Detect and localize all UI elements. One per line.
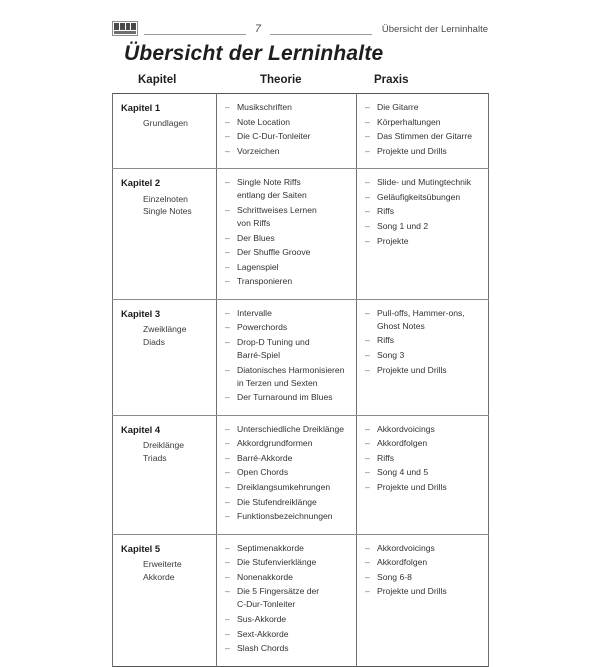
list-item: – Projekte und Drills <box>365 585 482 598</box>
chapter-cell <box>113 169 217 300</box>
chapter-subtitle: Akkorde <box>143 571 175 582</box>
chapter-subtitle: Diads <box>143 336 165 347</box>
page-title: Übersicht der Lerninhalte <box>124 42 384 65</box>
list-item: – Slash Chords <box>225 642 350 655</box>
list-item: – Musikschriften <box>225 101 350 114</box>
chapter-subtitle: Einzelnoten <box>143 193 188 204</box>
topic-list <box>365 542 482 599</box>
chapter-title: Kapitel 2 <box>121 177 161 189</box>
chapter-title: Kapitel 4 <box>121 423 161 435</box>
chapter-cell <box>113 299 217 415</box>
list-item: – Projekte <box>365 235 482 248</box>
column-header-theorie: Theorie <box>260 74 302 86</box>
list-item: – Sus-Akkorde <box>225 613 350 626</box>
list-item: – Die 5 Fingersätze der <box>225 585 350 598</box>
list-item: – Dreiklangsumkehrungen <box>225 481 350 494</box>
chapter-subtitle: Single Notes <box>143 206 192 217</box>
theorie-cell <box>217 169 357 300</box>
list-item: – Das Stimmen der Gitarre <box>365 130 482 143</box>
list-item: – Die C-Dur-Tonleiter <box>225 130 350 143</box>
list-item: – Projekte und Drills <box>365 481 482 494</box>
list-item: – Nonenakkorde <box>225 571 350 584</box>
column-headers <box>112 74 488 90</box>
list-item: in Terzen und Sexten <box>237 377 318 388</box>
list-item: – Vorzeichen <box>225 145 350 158</box>
list-item: C-Dur-Tonleiter <box>237 599 296 610</box>
list-item: – Der Shuffle Groove <box>225 246 350 259</box>
list-item: – Körperhaltungen <box>365 116 482 129</box>
theorie-cell <box>217 534 357 666</box>
topic-list <box>225 423 350 523</box>
list-item: – Sext-Akkorde <box>225 628 350 641</box>
chapter-cell <box>113 94 217 169</box>
list-item: – Song 6-8 <box>365 571 482 584</box>
list-item: – Schrittweises Lernen <box>225 204 350 217</box>
header-rule-right <box>270 34 372 35</box>
topic-list <box>225 542 350 656</box>
list-item: – Song 3 <box>365 349 482 362</box>
list-item: – Akkordvoicings <box>365 542 482 555</box>
topic-list <box>365 101 482 158</box>
curriculum-table <box>112 93 489 667</box>
list-item: – Single Note Riffs <box>225 176 350 189</box>
theorie-cell <box>217 415 357 534</box>
list-item: – Song 1 und 2 <box>365 220 482 233</box>
list-item: von Riffs <box>237 217 271 228</box>
chapter-subtitle: Zweiklänge <box>143 324 187 335</box>
list-item: – Akkordvoicings <box>365 423 482 436</box>
list-item: – Note Location <box>225 116 350 129</box>
list-item: – Akkordfolgen <box>365 556 482 569</box>
chapter-subtitle: Grundlagen <box>143 118 188 129</box>
topic-list <box>225 307 350 404</box>
list-item: – Projekte und Drills <box>365 364 482 377</box>
theorie-cell <box>217 299 357 415</box>
table-row <box>113 534 489 666</box>
topic-list <box>365 176 482 247</box>
list-item: – Drop-D Tuning und <box>225 336 350 349</box>
list-item: Ghost Notes <box>377 320 425 331</box>
praxis-cell <box>357 299 489 415</box>
list-item: – Pull-offs, Hammer-ons, <box>365 307 482 320</box>
list-item: – Akkordgrundformen <box>225 437 350 450</box>
chapter-subtitle: Erweiterte <box>143 558 182 569</box>
theorie-cell <box>217 94 357 169</box>
chapter-cell <box>113 415 217 534</box>
praxis-cell <box>357 534 489 666</box>
table-row <box>113 94 489 169</box>
list-item: – Unterschiedliche Dreiklänge <box>225 423 350 436</box>
list-item: – Slide- und Mutingtechnik <box>365 176 482 189</box>
chapter-title: Kapitel 1 <box>121 102 161 113</box>
column-header-praxis: Praxis <box>374 74 409 86</box>
list-item: – Die Stufendreiklänge <box>225 496 350 509</box>
list-item: – Song 4 und 5 <box>365 466 482 479</box>
list-item: – Funktionsbezeichnungen <box>225 510 350 523</box>
list-item: entlang der Saiten <box>237 190 307 201</box>
running-header <box>112 16 488 40</box>
list-item: – Geläufigkeitsübungen <box>365 191 482 204</box>
topic-list <box>365 423 482 494</box>
list-item: – Lagenspiel <box>225 261 350 274</box>
list-item: – Intervalle <box>225 307 350 320</box>
topic-list <box>225 176 350 288</box>
list-item: – Projekte und Drills <box>365 145 482 158</box>
list-item: – Diatonisches Harmonisieren <box>225 364 350 377</box>
list-item: – Septimenakkorde <box>225 542 350 555</box>
list-item: – Riffs <box>365 452 482 465</box>
praxis-cell <box>357 415 489 534</box>
table-row <box>113 299 489 415</box>
table-row <box>113 415 489 534</box>
list-item: – Open Chords <box>225 466 350 479</box>
list-item: – Der Blues <box>225 232 350 245</box>
list-item: – Barré-Akkorde <box>225 452 350 465</box>
list-item: – Powerchords <box>225 321 350 334</box>
list-item: – Transponieren <box>225 275 350 288</box>
column-header-kapitel: Kapitel <box>138 74 177 86</box>
list-item: – Der Turnaround im Blues <box>225 391 350 404</box>
list-item: Barré-Spiel <box>237 349 280 360</box>
chapter-subtitle: Triads <box>143 452 167 463</box>
book-logo-icon <box>112 21 138 36</box>
list-item: – Die Gitarre <box>365 101 482 114</box>
running-header-title: Übersicht der Lerninhalte <box>381 23 488 35</box>
topic-list <box>365 307 482 377</box>
list-item: – Die Stufenvierklänge <box>225 556 350 569</box>
chapter-title: Kapitel 5 <box>121 542 161 554</box>
chapter-cell <box>113 534 217 666</box>
page-number: 7 <box>254 23 261 35</box>
list-item: – Riffs <box>365 334 482 347</box>
praxis-cell <box>357 169 489 300</box>
praxis-cell <box>357 94 489 169</box>
table-row <box>113 169 489 300</box>
header-rule-left <box>144 34 246 35</box>
chapter-title: Kapitel 3 <box>121 307 161 319</box>
list-item: – Akkordfolgen <box>365 437 482 450</box>
topic-list <box>225 101 350 158</box>
list-item: – Riffs <box>365 205 482 218</box>
chapter-subtitle: Dreiklänge <box>143 439 185 450</box>
